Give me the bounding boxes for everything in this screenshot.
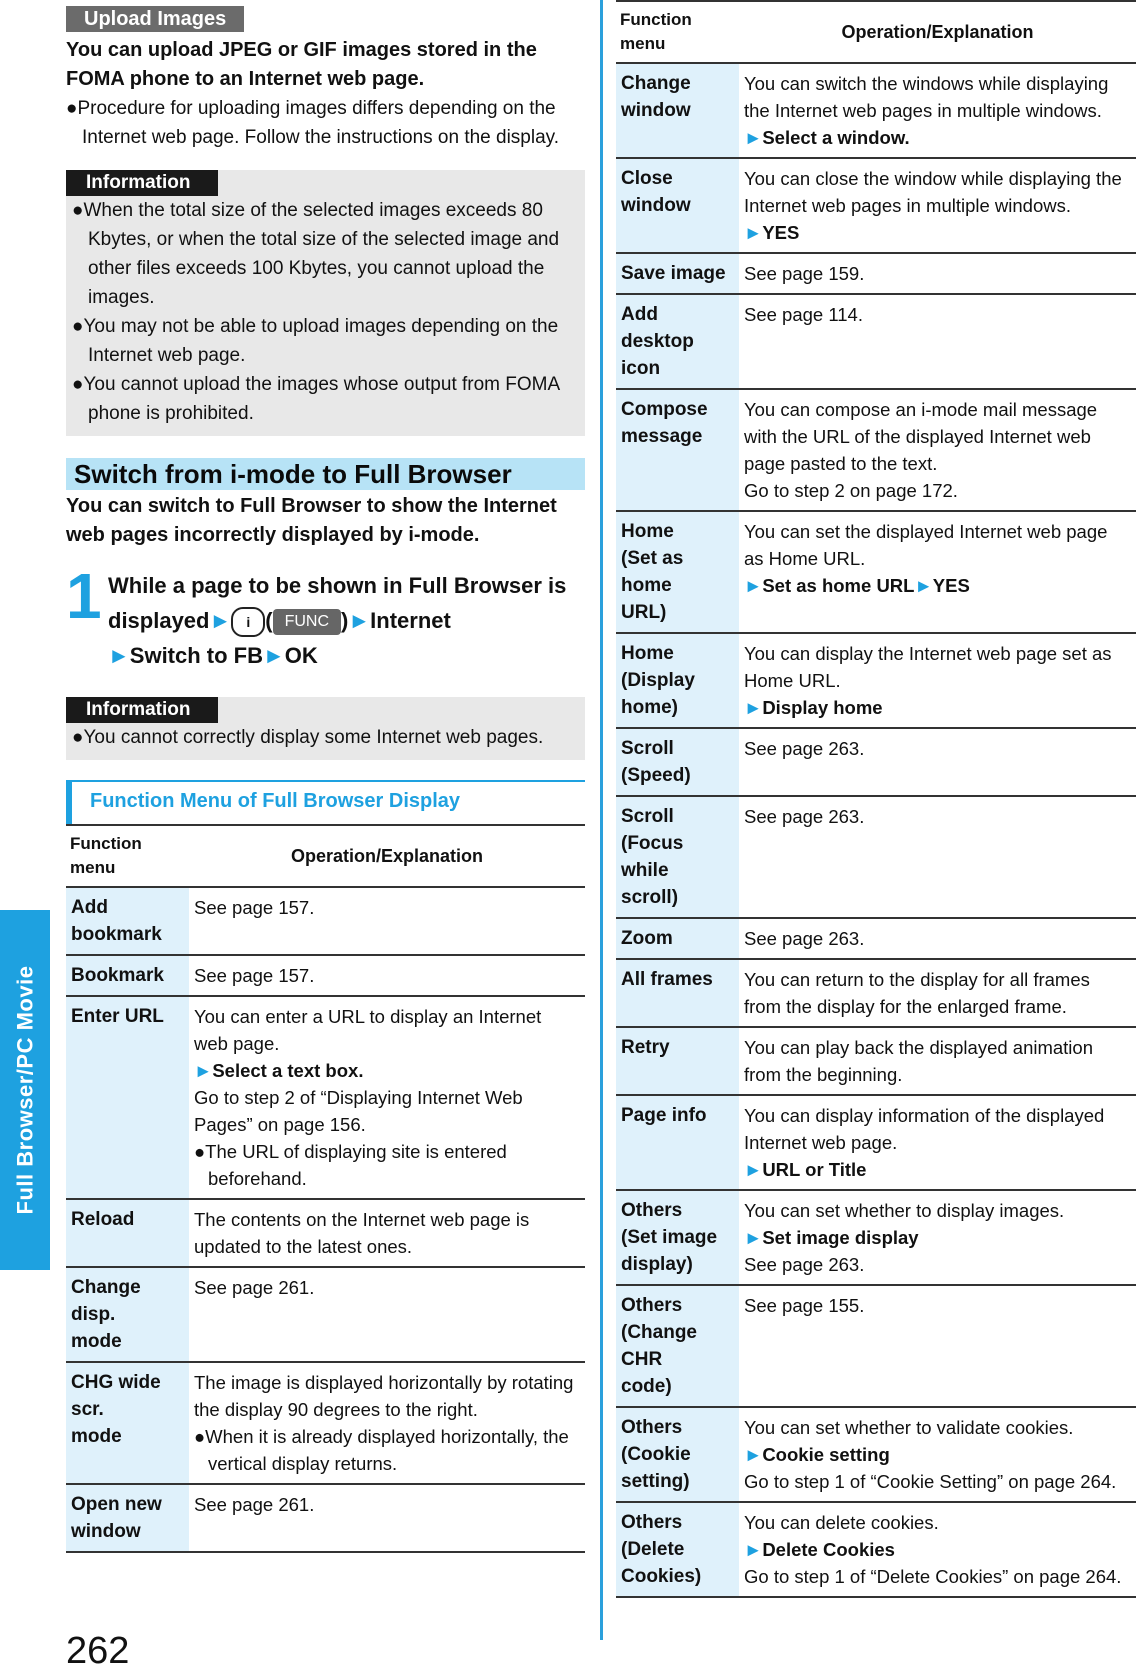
step-ok: OK <box>284 643 318 668</box>
function-name: Change window <box>616 63 739 158</box>
table-row <box>616 1027 1136 1095</box>
left-column <box>66 0 585 1553</box>
table-row <box>616 294 1136 389</box>
function-description <box>189 887 585 955</box>
description-line: You can close the window while displaying the Internet web pages in multiple windows. <box>744 168 1122 216</box>
description-line: See page 263. <box>744 738 865 759</box>
function-name: Close window <box>616 158 739 253</box>
function-name: Save image <box>616 253 739 294</box>
function-description <box>189 955 585 996</box>
function-description <box>739 1407 1136 1502</box>
function-name: Add bookmark <box>66 887 189 955</box>
function-description <box>739 959 1136 1027</box>
information-item: ●You cannot upload the images whose output from FOMA phone is prohibited. <box>72 374 560 424</box>
table-row <box>616 158 1136 253</box>
section-title-switch: Switch from i-mode to Full Browser <box>66 458 585 490</box>
function-description <box>739 728 1136 796</box>
arrow-icon: ► <box>744 1159 763 1180</box>
function-description <box>739 1285 1136 1407</box>
func-key-icon: FUNC <box>273 609 341 635</box>
table-row <box>616 511 1136 633</box>
description-line: See page 159. <box>744 263 865 284</box>
table-row <box>616 1285 1136 1407</box>
function-name: Others (Change CHR code) <box>616 1285 739 1407</box>
operation-step: URL or Title <box>762 1159 867 1180</box>
function-description <box>739 1027 1136 1095</box>
table-row <box>66 1199 585 1267</box>
function-name: Compose message <box>616 389 739 511</box>
description-line: You can display information of the displayed Internet web page. <box>744 1105 1105 1153</box>
operation-step: YES <box>932 575 970 596</box>
information-box-1 <box>66 170 585 436</box>
table-row <box>66 887 585 955</box>
function-description <box>739 63 1136 158</box>
arrow-icon: ► <box>744 575 763 596</box>
table-row <box>616 1190 1136 1285</box>
description-line: You can set the displayed Internet web page as Home URL. <box>744 521 1108 569</box>
description-line: See page 263. <box>744 1254 865 1275</box>
table-row <box>66 996 585 1199</box>
description-line: You can switch the windows while displaying the Internet web pages in multiple windows. <box>744 73 1109 121</box>
function-name: All frames <box>616 959 739 1027</box>
table-row <box>616 728 1136 796</box>
column-header-function-menu: Function menu <box>616 1 739 63</box>
function-description <box>739 294 1136 389</box>
function-description <box>739 1095 1136 1190</box>
information-item: ●When the total size of the selected images exceeds 80 Kbytes, or when the total size of the selected image and other files exceeds 100 Kbytes, you cannot upload the images. <box>72 200 560 308</box>
table-row <box>66 1267 585 1362</box>
arrow-icon: ► <box>914 575 933 596</box>
arrow-icon: ► <box>744 1444 763 1465</box>
description-line: The contents on the Internet web page is updated to the latest ones. <box>194 1209 530 1257</box>
operation-step: Set image display <box>762 1227 919 1248</box>
information-item: ●You may not be able to upload images depending on the Internet web page. <box>72 316 559 366</box>
arrow-icon: ► <box>744 1539 763 1560</box>
table-row <box>616 1407 1136 1502</box>
switch-intro: You can switch to Full Browser to show the Internet web pages incorrectly displayed by i-mode. <box>66 495 557 546</box>
information-item: ●You cannot correctly display some Internet web pages. <box>72 727 544 748</box>
description-line: ●When it is already displayed horizontally, the vertical display returns. <box>194 1426 569 1474</box>
table-row <box>616 1502 1136 1597</box>
function-description <box>189 1267 585 1362</box>
function-description <box>189 1362 585 1484</box>
operation-step: Select a text box. <box>212 1060 364 1081</box>
i-mode-key-icon: i <box>231 607 265 637</box>
description-line: You can play back the displayed animation from the beginning. <box>744 1037 1093 1085</box>
arrow-icon: ► <box>744 127 763 148</box>
description-line: Go to step 2 on page 172. <box>744 480 958 501</box>
function-description <box>739 918 1136 959</box>
upload-images-label: Upload Images <box>66 6 244 32</box>
function-name: Others (Set image display) <box>616 1190 739 1285</box>
function-name: Zoom <box>616 918 739 959</box>
sidebar-tab <box>0 910 50 1270</box>
function-description <box>739 158 1136 253</box>
description-line: You can display the Internet web page set as Home URL. <box>744 643 1112 691</box>
table-row <box>616 796 1136 918</box>
description-line: Go to step 1 of “Cookie Setting” on page 264. <box>744 1471 1117 1492</box>
function-description <box>189 996 585 1199</box>
description-line: You can delete cookies. <box>744 1512 939 1533</box>
arrow-icon: ► <box>194 1060 213 1081</box>
function-description <box>189 1484 585 1552</box>
operation-step: Select a window. <box>762 127 910 148</box>
table-row <box>616 63 1136 158</box>
arrow-icon: ► <box>209 608 232 633</box>
function-description <box>739 1502 1136 1597</box>
table-row <box>66 1484 585 1552</box>
description-line: See page 263. <box>744 806 865 827</box>
function-description <box>739 633 1136 728</box>
description-line: You can compose an i-mode mail message with the URL of the displayed Internet web page pasted to the text. <box>744 399 1098 474</box>
function-name: Others (Cookie setting) <box>616 1407 739 1502</box>
description-line: Go to step 1 of “Delete Cookies” on page 264. <box>744 1566 1122 1587</box>
function-name: Page info <box>616 1095 739 1190</box>
function-description <box>739 1190 1136 1285</box>
function-name: Change disp. mode <box>66 1267 189 1362</box>
function-name: Add desktop icon <box>616 294 739 389</box>
function-name: Home (Set as home URL) <box>616 511 739 633</box>
operation-step: Delete Cookies <box>762 1539 895 1560</box>
function-menu-table-right <box>616 0 1136 1598</box>
upload-bullet: ●Procedure for uploading images differs depending on the Internet web page. Follow the instructions on the display. <box>66 98 560 148</box>
table-row <box>616 389 1136 511</box>
function-name: Scroll (Speed) <box>616 728 739 796</box>
step-internet: Internet <box>370 608 451 633</box>
function-name: Reload <box>66 1199 189 1267</box>
function-description <box>739 796 1136 918</box>
function-menu-table-left <box>66 824 585 1553</box>
description-line: ●The URL of displaying site is entered beforehand. <box>194 1141 507 1189</box>
arrow-icon: ► <box>744 1227 763 1248</box>
description-line: See page 157. <box>194 897 315 918</box>
function-name: Scroll (Focus while scroll) <box>616 796 739 918</box>
arrow-icon: ► <box>744 222 763 243</box>
description-line: See page 261. <box>194 1277 315 1298</box>
description-line: See page 155. <box>744 1295 865 1316</box>
information-header: Information <box>66 170 218 196</box>
table-row <box>66 1362 585 1484</box>
table-row <box>616 253 1136 294</box>
sidebar-tab-label: Full Browser/PC Movie <box>12 965 38 1215</box>
table-row <box>616 633 1136 728</box>
column-header-operation: Operation/Explanation <box>189 825 585 887</box>
operation-step: Set as home URL <box>762 575 915 596</box>
function-name: Bookmark <box>66 955 189 996</box>
function-description <box>739 511 1136 633</box>
function-name: Enter URL <box>66 996 189 1199</box>
table-row <box>616 918 1136 959</box>
function-name: CHG wide scr. mode <box>66 1362 189 1484</box>
description-line: You can return to the display for all frames from the display for the enlarged frame. <box>744 969 1090 1017</box>
information-box-2 <box>66 697 585 760</box>
table-row <box>616 959 1136 1027</box>
description-line: Go to step 2 of “Displaying Internet Web Pages” on page 156. <box>194 1087 523 1135</box>
description-line: You can set whether to display images. <box>744 1200 1065 1221</box>
column-header-operation: Operation/Explanation <box>739 1 1136 63</box>
function-menu-heading: Function Menu of Full Browser Display <box>66 780 585 824</box>
function-description <box>739 253 1136 294</box>
arrow-icon: ► <box>108 643 130 668</box>
description-line: The image is displayed horizontally by rotating the display 90 degrees to the right. <box>194 1372 574 1420</box>
page-number: 262 <box>66 1630 130 1672</box>
table-row <box>66 955 585 996</box>
right-column <box>616 0 1136 1598</box>
function-name: Home (Display home) <box>616 633 739 728</box>
arrow-icon: ► <box>348 608 371 633</box>
description-line: See page 261. <box>194 1494 315 1515</box>
information-body <box>66 196 585 428</box>
description-line: See page 114. <box>744 304 863 325</box>
operation-step: Cookie setting <box>762 1444 890 1465</box>
column-divider <box>600 0 603 1640</box>
arrow-icon: ► <box>744 697 763 718</box>
step-1: 1 While a page to be shown in Full Browser is displayed► i ( FUNC )►Internet ►Switch to FB►OK <box>66 560 567 668</box>
function-name: Others (Delete Cookies) <box>616 1502 739 1597</box>
step-switch: Switch to FB <box>129 643 263 668</box>
table-row <box>616 1095 1136 1190</box>
arrow-icon: ► <box>263 643 285 668</box>
operation-step: YES <box>762 222 800 243</box>
description-line: You can set whether to validate cookies. <box>744 1417 1074 1438</box>
description-line: See page 263. <box>744 928 865 949</box>
function-name: Open new window <box>66 1484 189 1552</box>
upload-intro: You can upload JPEG or GIF images stored in the FOMA phone to an Internet web page. <box>66 39 537 90</box>
column-header-function-menu: Function menu <box>66 825 189 887</box>
function-name: Retry <box>616 1027 739 1095</box>
step-text: While a page to be shown in Full Browser is displayed <box>108 573 567 633</box>
function-description <box>189 1199 585 1267</box>
description-line: See page 157. <box>194 965 315 986</box>
description-line: You can enter a URL to display an Internet web page. <box>194 1006 542 1054</box>
information-header: Information <box>66 697 218 723</box>
operation-step: Display home <box>762 697 883 718</box>
step-number: 1 <box>66 560 102 632</box>
function-description <box>739 389 1136 511</box>
